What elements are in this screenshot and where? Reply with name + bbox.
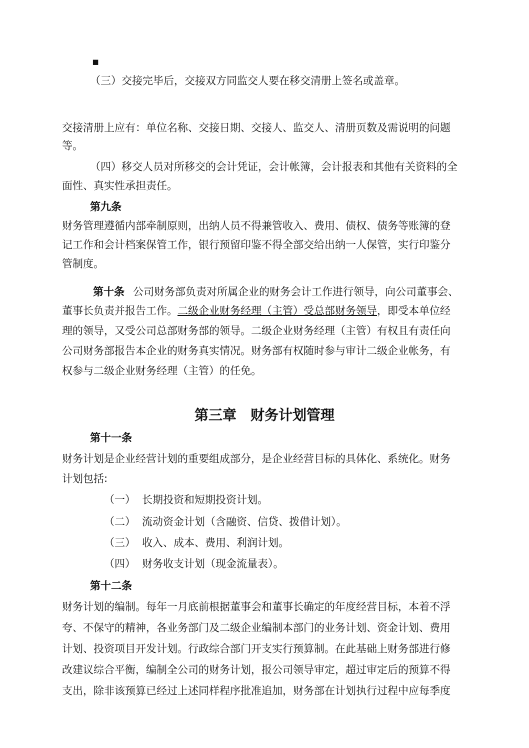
article-10-line-2-c: ，即受本单位经 [377,305,451,317]
paragraph-item-4-line-2: 面性、真实性承担责任。 [62,180,178,192]
plan-item-1-text: 长期投资和短期投资计划。 [142,494,268,506]
plan-item-1-number: （一） [104,494,136,506]
plan-item-4-text: 财务收支计划（现金流量表）。 [142,558,284,570]
article-9-title: 第九条 [90,201,122,213]
plan-item-3-number: （三） [104,537,136,549]
top-mark: ▪ [92,56,100,68]
plan-item-2-text: 流动资金计划（含融资、信贷、拨借计划）。 [142,516,347,528]
article-12-line-1: 财务计划的编制。每年一月底前根据董事会和董事长确定的年度经营目标，本着不浮 [62,601,451,613]
article-11-line-1: 财务计划是企业经营计划的重要组成部分，是企业经营目标的具体化、系统化。财务 [62,453,451,465]
article-10-line-1: 公司财务部负责对所属企业的财务会计工作进行领导，向公司董事会、 [133,286,459,298]
plan-item-2-number: （二） [104,516,136,528]
article-10-line-2-a: 董事长负责并报告工作。 [62,305,178,317]
article-12-line-5: 支出，除非该预算已经过上述同样程序批准追加，财务部在计划执行过程中应每季度 [62,685,451,697]
article-10-line-4: 公司财务部报告本企业的财务真实情况。财务部有权随时参与审计二级企业帐务，有 [62,345,451,357]
chapter-3-heading: 第三章 财务计划管理 [194,408,335,424]
article-12-line-3: 计划、投资项目开发计划。行政综合部门开支实行预算制。在此基础上财务部进行修 [62,643,451,655]
paragraph-checklist-line-1: 交接清册上应有：单位名称、交接日期、交接人、监交人、清册页数及需说明的问题 [62,122,451,134]
article-10-underlined-text: 二级企业财务经理（主管）受总部财务领导 [177,305,377,317]
article-10-line-3: 理的领导，又受公司总部财务部的领导。二级企业财务经理（主管）有权且有责任向 [62,325,451,337]
paragraph-checklist-line-2: 等。 [62,140,83,152]
article-9-line-2: 记工作和会计档案保管工作，银行预留印鉴不得全部交给出纳一人保管，实行印鉴分 [62,239,451,251]
paragraph-item-4-line-1: （四）移交人员对所移交的会计凭证，会计帐簿，会计报表和其他有关资料的全 [90,161,458,173]
plan-item-3-text: 收入、成本、费用、利润计划。 [142,537,289,549]
article-11-line-2: 计划包括: [62,473,108,485]
article-11-title: 第十一条 [90,432,132,444]
article-10-line-2 [62,304,451,318]
article-12-line-4: 改建议综合平衡，编制全公司的财务计划，报公司领导审定，超过审定后的预算不得 [62,664,451,676]
article-12-line-2: 夸、不保守的精神，各业务部门及二级企业编制本部门的业务计划、资金计划、费用 [62,622,451,634]
paragraph-item-3: （三）交接完毕后，交接双方同监交人要在移交清册上签名或盖章。 [90,75,405,87]
plan-item-4-number: （四） [104,558,136,570]
article-12-title: 第十二条 [90,580,132,592]
article-9-line-3: 管制度。 [62,258,104,270]
article-9-line-1: 财务管理遵循内部牵制原则，出纳人员不得兼管收入、费用、债权、债务等账簿的登 [62,220,451,232]
article-10-title: 第十条 [93,286,125,298]
article-10-line-5: 权参与二级企业财务经理（主管）的任免。 [62,365,262,377]
